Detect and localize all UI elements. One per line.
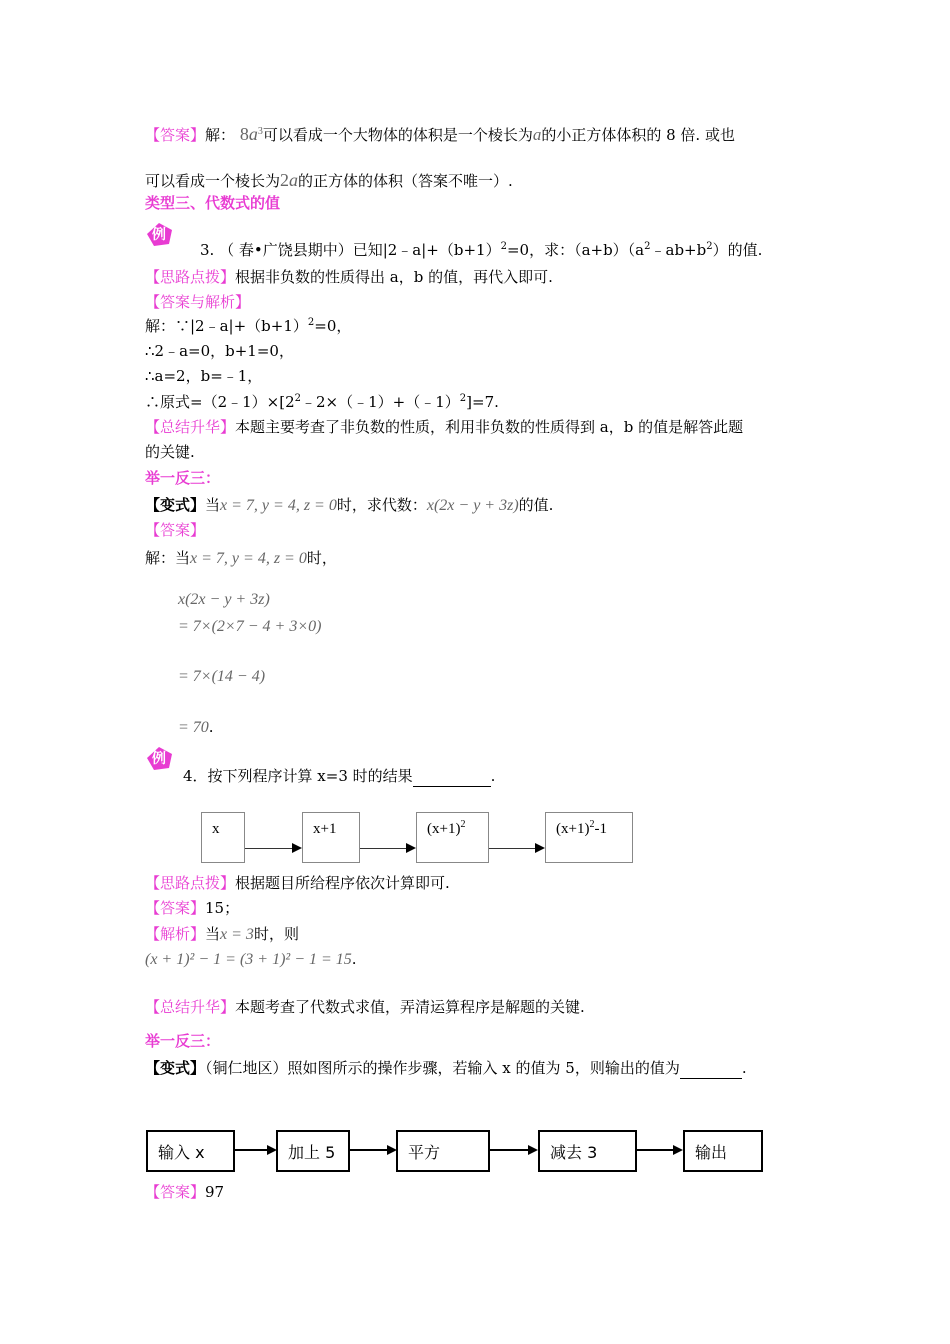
arrow-head-icon <box>406 843 416 853</box>
practice-title-2: 举一反三： <box>145 1032 221 1050</box>
ex3-question: 3. （ 春•广饶县期中）已知$|2﹣a|+(b+1)^2=0$，求：$(a+b)(a^2﹣ab+b^2)$的值. <box>200 241 763 259</box>
ex4-answer: 【答案】15； <box>145 899 240 917</box>
math-8a3: $8a^3$ <box>239 124 263 144</box>
section-title: 类型三、代数式的值 <box>145 194 281 212</box>
ex3-sol-3: ∴a=2，b=﹣1， <box>145 367 263 385</box>
ex4-hint: 【思路点拨】根据题目所给程序依次计算即可. <box>145 874 450 892</box>
flow-arrow-3 <box>489 848 538 849</box>
arrow-head-icon <box>528 1145 538 1155</box>
var1-question: 【变式】当x = 7, y = 4, z = 0时，求代数：x(2x − y + 3z)的值. <box>145 496 554 514</box>
arrow-head-icon <box>292 843 302 853</box>
var1-step-4: = 70. <box>178 718 214 736</box>
top-answer-line1: 【答案】解： $8a^3$可以看成一个大物体的体积是一个棱长为a的小正方体体积的 8 倍. 或也 <box>145 124 735 144</box>
flow-arrow-1 <box>245 848 295 849</box>
flow2-arrow-1 <box>235 1149 269 1151</box>
flow-box-x: x <box>201 812 245 863</box>
ex3-sol-4: ∴原式$=(2﹣1)\times[2^2﹣2\times(﹣1)+(﹣1)^2]=7$. <box>145 393 499 411</box>
top-answer-line2: 可以看成一个棱长为2a的正方体的体积（答案不唯一）. <box>145 170 513 190</box>
flow-arrow-2 <box>360 848 409 849</box>
var2-answer: 【答案】97 <box>145 1183 225 1201</box>
math-a: a <box>532 125 542 144</box>
flow2-box-square: 平方 <box>396 1130 490 1172</box>
ex3-sol-2: ∴2﹣a=0，b+1=0， <box>145 342 294 360</box>
var2-question: 【变式】（铜仁地区）照如图所示的操作步骤，若输入 x 的值为 5，则输出的值为 . <box>145 1059 747 1077</box>
svg-text:例: 例 <box>152 227 166 243</box>
var1-step-3: = 7×(14 − 4) <box>178 668 266 685</box>
flow2-box-input: 输入 x <box>146 1130 235 1172</box>
var1-answer-tag: 【答案】 <box>145 521 206 539</box>
flow-box-x-plus-1: x+1 <box>302 812 360 863</box>
math-2a: 2a <box>280 170 299 190</box>
var1-step-1: x(2x − y + 3z) <box>178 591 270 608</box>
ex3-hint: 【思路点拨】根据非负数的性质得出 a，b 的值，再代入即可. <box>145 268 553 286</box>
ex4-summary: 【总结升华】本题考查了代数式求值，弄清运算程序是解题的关键. <box>145 998 585 1016</box>
var1-step-2: = 7×(2×7 − 4 + 3×0) <box>178 618 322 635</box>
ex4-analysis: 【解析】当x = 3时，则 <box>145 925 299 943</box>
arrow-head-icon <box>535 843 545 853</box>
var1-solution-intro: 解：当x = 7, y = 4, z = 0时， <box>145 549 337 567</box>
flow2-arrow-2 <box>350 1149 389 1151</box>
answer-tag: 【答案】 <box>145 126 206 144</box>
flow2-box-add5: 加上 5 <box>276 1130 350 1172</box>
flow2-box-output: 输出 <box>683 1130 763 1172</box>
answer-blank-2 <box>680 1058 742 1079</box>
flow-box-squared: $(x+1)^2$ <box>416 812 489 863</box>
flow2-box-minus3: 减去 3 <box>538 1130 637 1172</box>
example-badge-icon-2 <box>144 744 174 772</box>
flow2-arrow-4 <box>637 1149 675 1151</box>
example-badge-icon <box>144 220 174 248</box>
arrow-head-icon <box>673 1145 683 1155</box>
flow-box-minus-1: $(x+1)^2-1$ <box>545 812 633 863</box>
ex3-answer-analysis-tag: 【答案与解析】 <box>145 293 251 311</box>
svg-text:例: 例 <box>152 751 166 767</box>
ex4-analysis-eq: (x + 1)² − 1 = (3 + 1)² − 1 = 15. <box>145 950 357 968</box>
ex4-question: 4．按下列程序计算 x=3 时的结果 . <box>183 767 496 785</box>
ex3-summary-2: 的关键. <box>145 443 195 461</box>
flow2-arrow-3 <box>490 1149 530 1151</box>
ex3-summary-1: 【总结升华】本题主要考查了非负数的性质，利用非负数的性质得到 a，b 的值是解答此题 <box>145 418 744 436</box>
ex3-sol-1: 解：$\because|2﹣a|+(b+1)^2=0$， <box>145 317 352 335</box>
practice-title-1: 举一反三： <box>145 469 221 487</box>
answer-blank <box>413 766 491 787</box>
